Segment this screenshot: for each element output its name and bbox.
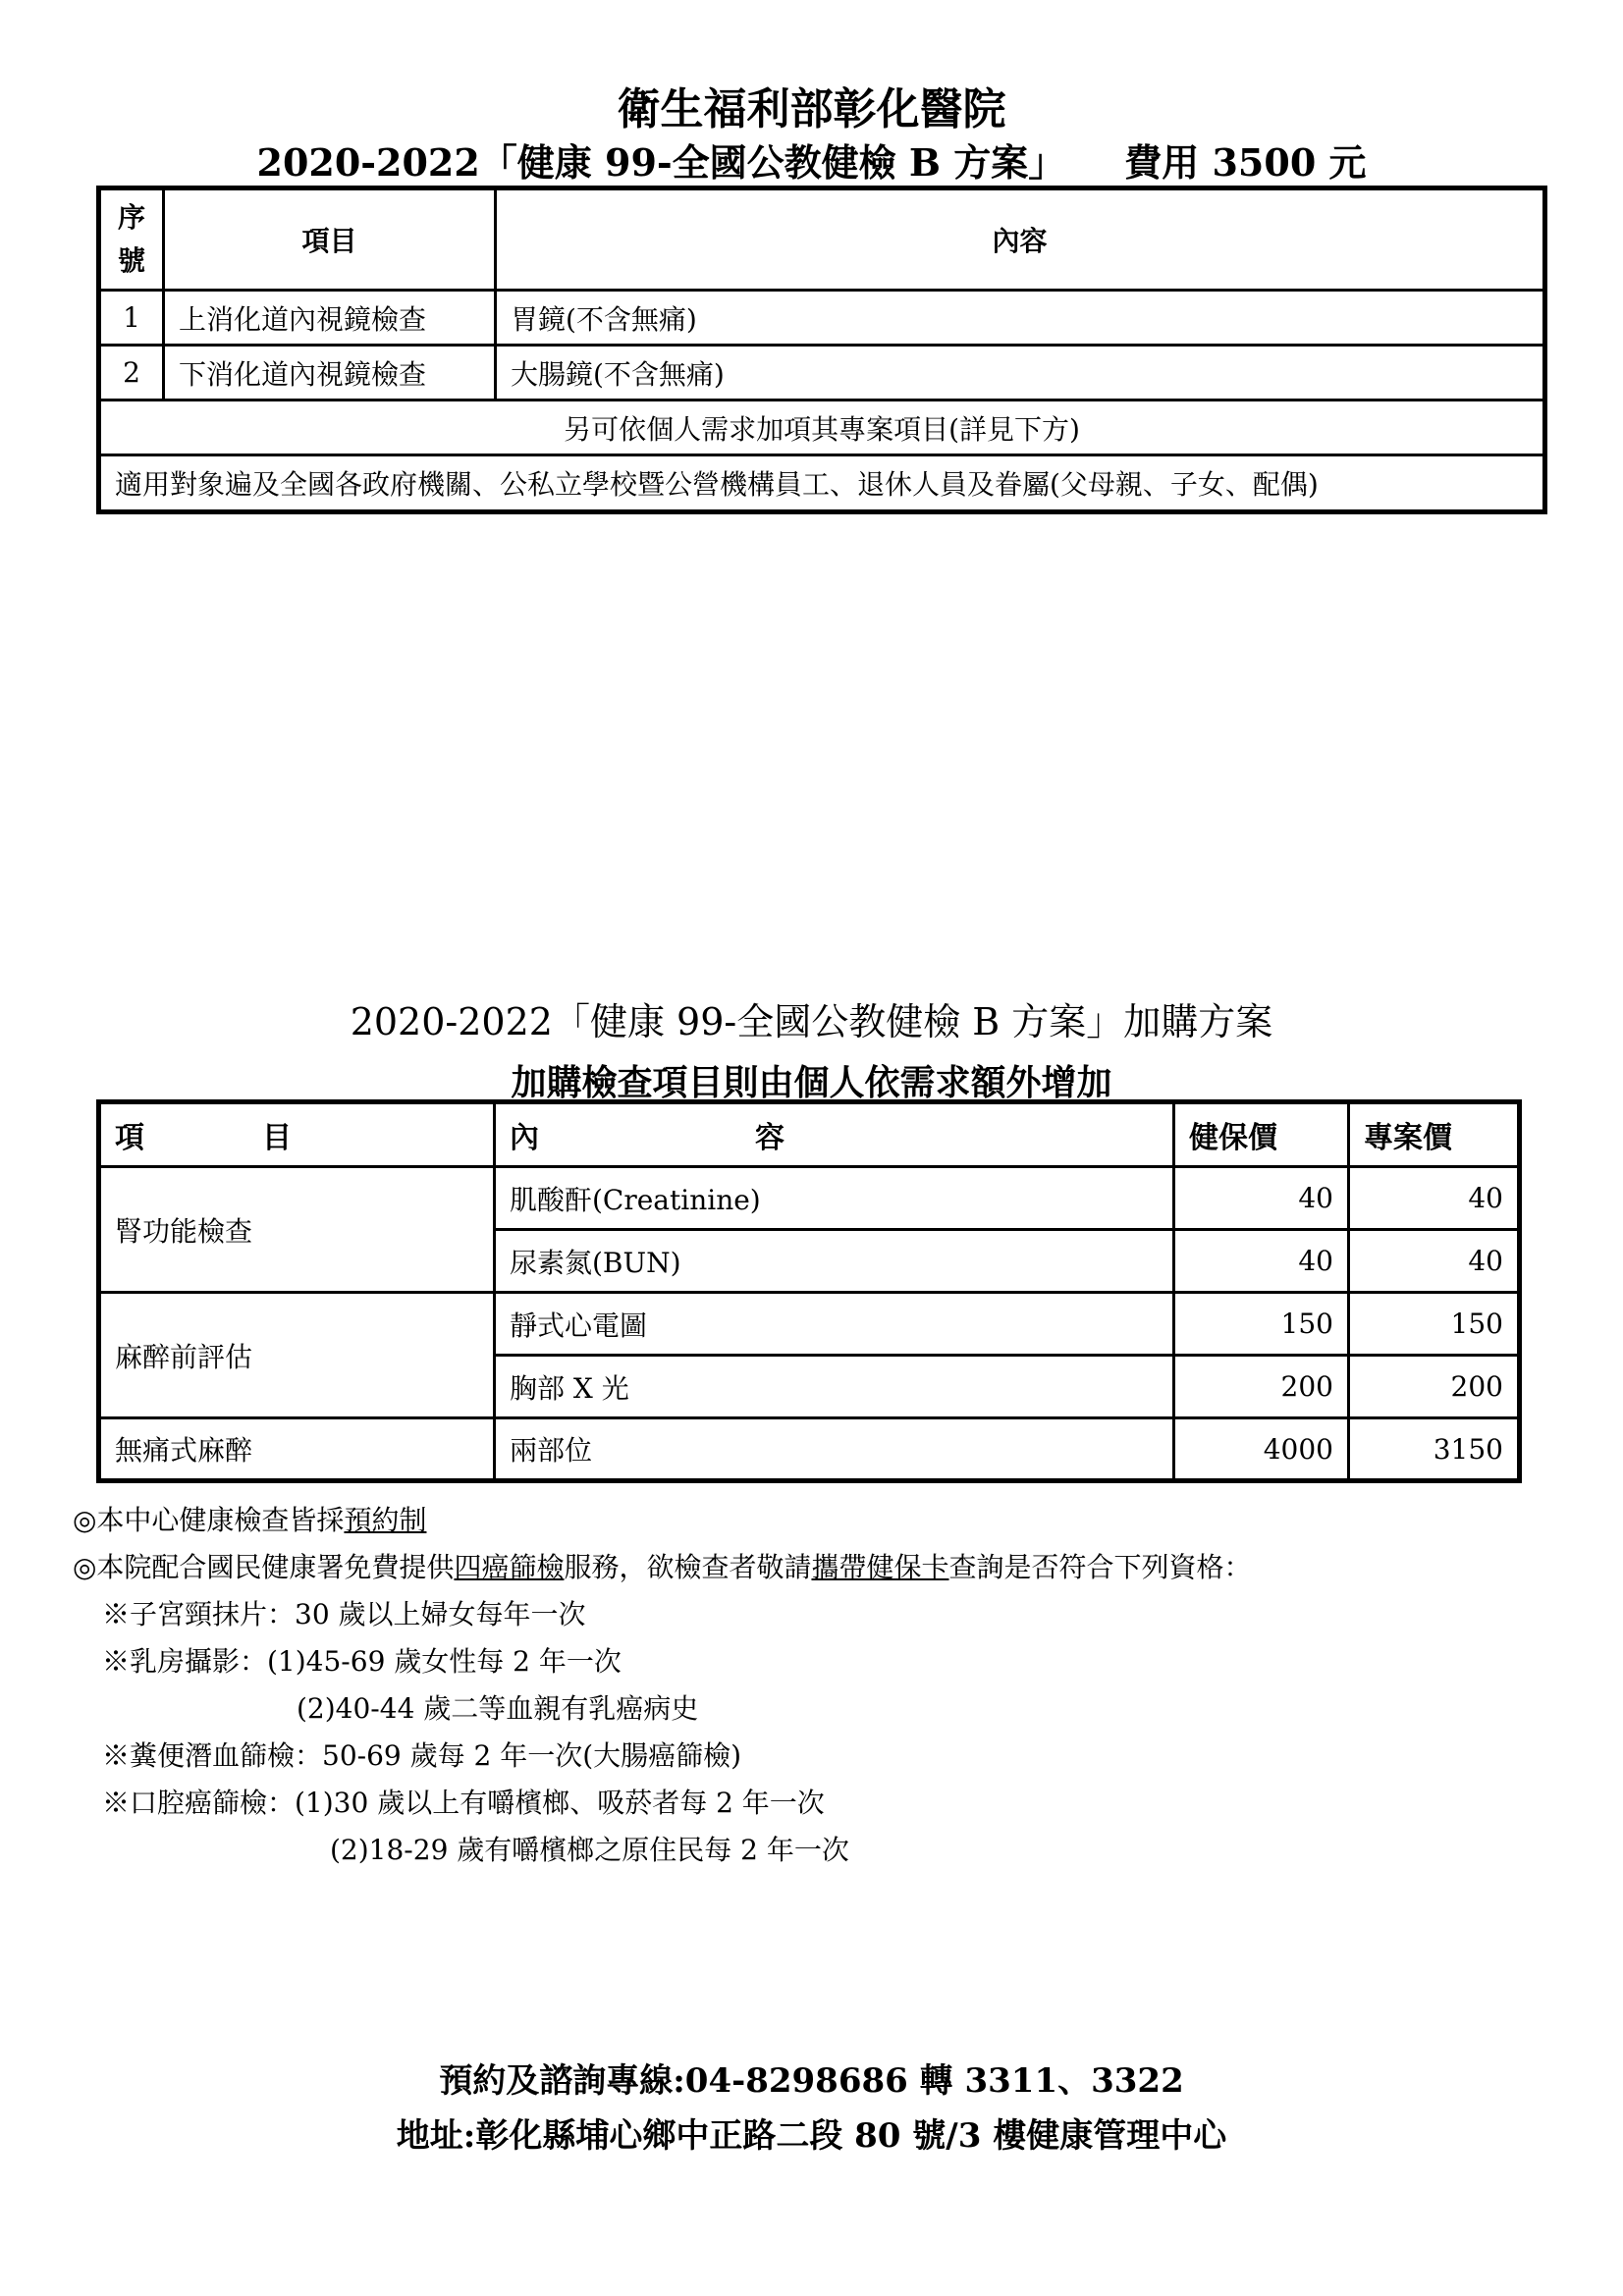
seq-header: 序 號: [99, 188, 164, 291]
addon-content: 尿素氮(BUN): [495, 1230, 1174, 1293]
addon-content-header: 內 容: [495, 1102, 1174, 1167]
row-seq: 1: [99, 291, 164, 346]
addon-content: 兩部位: [495, 1418, 1174, 1481]
project-price: 3150: [1349, 1418, 1520, 1481]
addon-subtitle: 加購檢查項目則由個人依需求額外增加: [511, 1062, 1112, 1103]
nhi-price: 150: [1174, 1293, 1349, 1356]
table-note-row: [99, 400, 1545, 455]
project-price: 150: [1349, 1293, 1520, 1356]
row-item: 上消化道內視鏡檢查: [164, 291, 496, 346]
note-breast-1: ※乳房攝影：(1)45-69 歲女性每 2 年一次: [102, 1645, 622, 1678]
addon-content: 胸部 X 光: [495, 1356, 1174, 1418]
row-content: 大腸鏡(不含無痛): [496, 346, 1545, 400]
note-cervical: ※子宮頸抹片：30 歲以上婦女每年一次: [102, 1598, 586, 1630]
contact-address: 地址:彰化縣埔心鄉中正路二段 80 號/3 樓健康管理中心: [396, 2116, 1227, 2156]
addon-item-header: 項 目: [99, 1102, 495, 1167]
content-header: 內容: [496, 188, 1545, 291]
addon-content: 肌酸酐(Creatinine): [495, 1167, 1174, 1230]
project-price: 40: [1349, 1167, 1520, 1230]
note-breast-2: (2)40-44 歲二等血親有乳癌病史: [297, 1692, 699, 1725]
plan-fee: 費用 3500 元: [1124, 140, 1367, 185]
row-seq: 2: [99, 346, 164, 400]
nhi-price: 40: [1174, 1167, 1349, 1230]
project-price: 200: [1349, 1356, 1520, 1418]
plan-title-text: 2020-2022「健康 99-全國公教健檢 B 方案」: [256, 140, 1066, 185]
addon-item: 腎功能檢查: [99, 1167, 495, 1293]
note-fobt: ※糞便潛血篩檢：50-69 歲每 2 年一次(大腸癌篩檢): [102, 1739, 742, 1772]
note-oral-2: (2)18-29 歲有嚼檳榔之原住民每 2 年一次: [330, 1834, 849, 1866]
row-item: 下消化道內視鏡檢查: [164, 346, 496, 400]
addon-item: 麻醉前評估: [99, 1293, 495, 1418]
nhi-price: 40: [1174, 1230, 1349, 1293]
addon-table: [96, 1099, 1522, 1483]
eligibility-row: [99, 455, 1545, 512]
addon-note: 另可依個人需求加項其專案項目(詳見下方): [99, 400, 1545, 455]
plan-items-table: [96, 186, 1547, 514]
contact-phone: 預約及諮詢專線:04-8298686 轉 3311、3322: [439, 2061, 1184, 2101]
addon-header-row: [99, 1102, 1520, 1167]
table-row: [99, 1293, 1520, 1356]
row-content: 胃鏡(不含無痛): [496, 291, 1545, 346]
table-row: [99, 291, 1545, 346]
nhi-price: 4000: [1174, 1418, 1349, 1481]
table-header-row: [99, 188, 1545, 291]
nhi-price: 200: [1174, 1356, 1349, 1418]
table-row: [99, 346, 1545, 400]
note-screening: ◎本院配合國民健康署免費提供四癌篩檢服務，欲檢查者敬請攜帶健保卡查詢是否符合下列資格：: [73, 1551, 1252, 1583]
nhi-price-header: 健保價: [1174, 1102, 1349, 1167]
addon-content: 靜式心電圖: [495, 1293, 1174, 1356]
addon-item: 無痛式麻醉: [99, 1418, 495, 1481]
note-appointment: ◎本中心健康檢查皆採預約制: [73, 1504, 427, 1536]
project-price-header: 專案價: [1349, 1102, 1520, 1167]
project-price: 40: [1349, 1230, 1520, 1293]
hospital-name: 衛生福利部彰化醫院: [617, 84, 1006, 134]
table-row: [99, 1418, 1520, 1481]
addon-title: 2020-2022「健康 99-全國公教健檢 B 方案」加購方案: [350, 1000, 1273, 1043]
eligibility-text: 適用對象遍及全國各政府機關、公私立學校暨公營機構員工、退休人員及眷屬(父母親、子女、配偶): [99, 455, 1545, 512]
table-row: [99, 1167, 1520, 1230]
notes-section: [73, 1497, 1252, 1874]
item-header: 項目: [164, 188, 496, 291]
plan-title: [0, 133, 1623, 187]
note-oral-1: ※口腔癌篩檢：(1)30 歲以上有嚼檳榔、吸菸者每 2 年一次: [102, 1787, 825, 1819]
